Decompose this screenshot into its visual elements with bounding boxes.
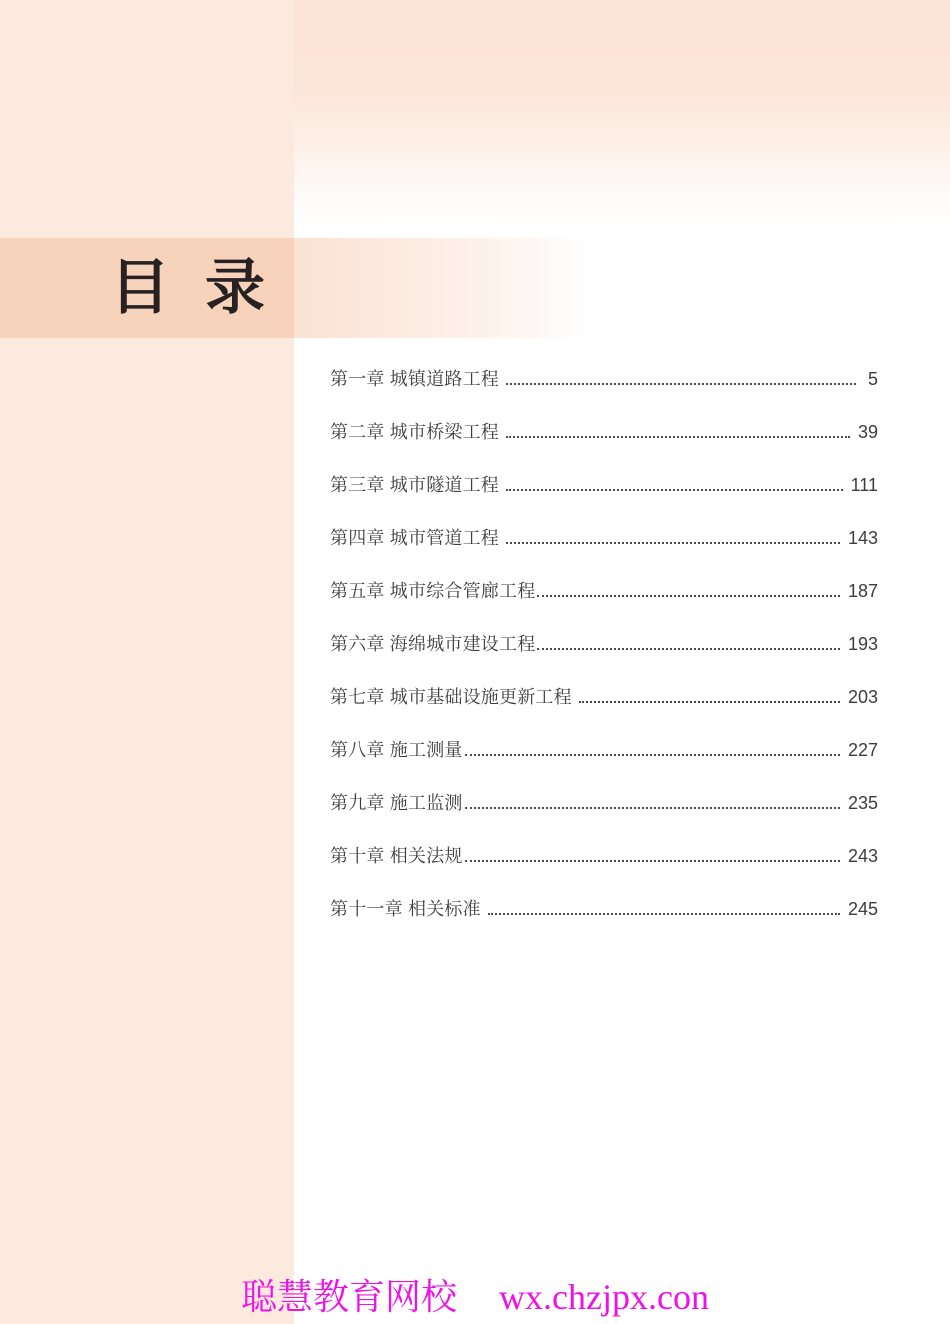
toc-chapter-label: 第三章 城市隧道工程 (330, 475, 505, 495)
title-band-fade (294, 238, 590, 338)
toc-chapter-label: 第十一章 相关标准 (330, 899, 487, 919)
toc-row-inner (330, 683, 878, 709)
dot-leader (537, 648, 840, 650)
dot-leader (506, 436, 850, 438)
toc-row[interactable] (330, 842, 878, 895)
toc-row-inner (330, 630, 878, 656)
toc-row[interactable] (330, 577, 878, 630)
toc-row-inner (330, 365, 878, 391)
toc-chapter-label: 第四章 城市管道工程 (330, 528, 505, 548)
toc-page-number: 235 (847, 793, 878, 813)
toc-row-inner (330, 577, 878, 603)
toc-page-number: 243 (847, 846, 878, 866)
dot-leader (488, 913, 840, 915)
toc-row[interactable] (330, 630, 878, 683)
toc-row-inner (330, 789, 878, 815)
watermark-contact: wx.chzjpx.con (499, 1277, 709, 1317)
toc-row-inner (330, 471, 878, 497)
toc-page-number: 111 (850, 475, 878, 495)
toc-row-inner (330, 418, 878, 444)
toc-page-number: 5 (867, 369, 878, 389)
dot-leader (579, 701, 840, 703)
toc-row-inner (330, 524, 878, 550)
toc-row-inner (330, 736, 878, 762)
toc-page-number: 245 (847, 899, 878, 919)
toc-chapter-label: 第五章 城市综合管廊工程 (330, 581, 536, 601)
toc-page-number: 187 (847, 581, 878, 601)
toc-list (330, 365, 878, 948)
toc-chapter-label: 第八章 施工测量 (330, 740, 463, 760)
dot-leader (537, 595, 840, 597)
watermark (0, 1269, 950, 1320)
dot-leader (465, 807, 840, 809)
page-title: 目 录 (110, 255, 265, 321)
toc-row-inner (330, 895, 878, 921)
left-panel-background (0, 0, 294, 1324)
toc-row[interactable] (330, 683, 878, 736)
toc-chapter-label: 第七章 城市基础设施更新工程 (330, 687, 578, 707)
toc-page-number: 39 (857, 422, 878, 442)
toc-chapter-label: 第十章 相关法规 (330, 846, 463, 866)
dot-leader (506, 489, 842, 491)
toc-row[interactable] (330, 365, 878, 418)
toc-row-inner (330, 842, 878, 868)
toc-row[interactable] (330, 418, 878, 471)
toc-chapter-label: 第一章 城镇道路工程 (330, 369, 505, 389)
toc-page-number: 143 (847, 528, 878, 548)
toc-page-number: 193 (847, 634, 878, 654)
toc-chapter-label: 第二章 城市桥梁工程 (330, 422, 505, 442)
toc-page-number: 227 (847, 740, 878, 760)
dot-leader (506, 383, 856, 385)
dot-leader (506, 542, 840, 544)
watermark-name: 聪慧教育网校 (241, 1277, 458, 1317)
dot-leader (465, 860, 840, 862)
toc-page-number: 203 (847, 687, 878, 707)
toc-row[interactable] (330, 736, 878, 789)
toc-row[interactable] (330, 789, 878, 842)
toc-chapter-label: 第六章 海绵城市建设工程 (330, 634, 536, 654)
top-gradient-background (294, 0, 950, 228)
toc-row[interactable] (330, 524, 878, 577)
dot-leader (465, 754, 840, 756)
toc-chapter-label: 第九章 施工监测 (330, 793, 463, 813)
toc-row[interactable] (330, 471, 878, 524)
toc-row[interactable] (330, 895, 878, 948)
